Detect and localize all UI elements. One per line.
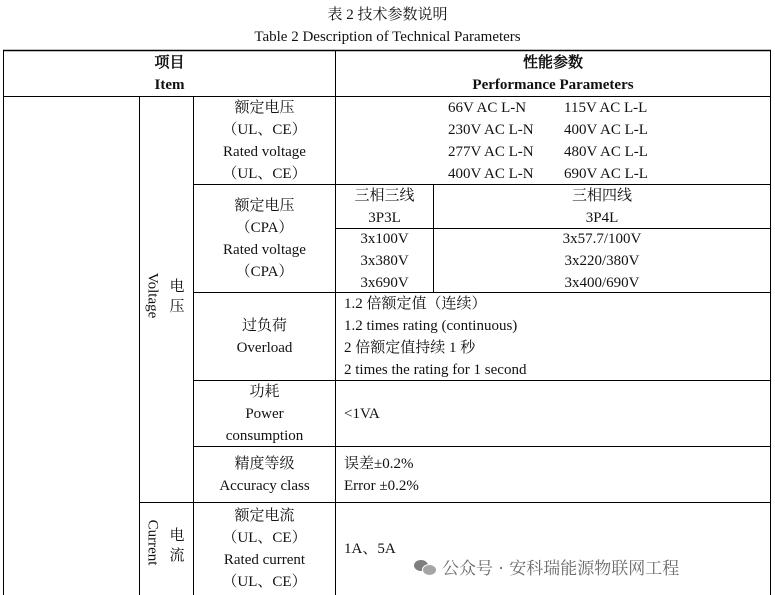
header-perf-en: Performance Parameters — [472, 76, 634, 93]
rated-voltage-ul-values-ln — [440, 97, 565, 184]
header-perf-cn: 性能参数 — [522, 54, 583, 71]
label-line: （UL、CE） — [222, 121, 307, 138]
head-line: 3P3L — [368, 209, 401, 226]
caption-cn: 表 2 技术参数说明 — [327, 7, 448, 23]
voltage-cn-1: 电 — [169, 279, 185, 295]
caption-en: Table 2 Description of Technical Parameters — [254, 29, 521, 45]
header-item-cn: 项目 — [154, 54, 185, 71]
header-item — [4, 51, 335, 96]
current-cn-1: 电 — [169, 528, 185, 544]
label-line: 额定电流 — [234, 508, 295, 524]
label-line: 过负荷 — [241, 317, 287, 334]
head-line: 三相四线 — [571, 187, 632, 204]
value-line: 1A、5A — [344, 541, 396, 557]
current-en-label: Current — [144, 519, 161, 566]
value-line: <1VA — [344, 405, 380, 422]
rated-current-value — [336, 503, 770, 595]
overload-label — [194, 293, 335, 380]
cpa-3p4l-head — [434, 185, 770, 228]
label-line: Power — [245, 405, 284, 422]
cpa-3p4l-values — [434, 229, 770, 292]
voltage-en-label: Voltage — [144, 272, 161, 319]
label-line: （CPA） — [235, 219, 294, 236]
label-line: Rated voltage — [223, 241, 306, 258]
power-label — [194, 381, 335, 446]
label-line: 额定电压 — [234, 99, 295, 116]
value-line: Error ±0.2% — [344, 477, 419, 494]
label-line: 精度等级 — [234, 455, 295, 472]
header-item-en: Item — [154, 76, 185, 93]
cpa-3p3l-head — [336, 185, 433, 228]
rated-voltage-ul-values-ll — [556, 97, 686, 184]
label-line: Overload — [236, 339, 293, 356]
accuracy-values — [336, 447, 770, 502]
wechat-icon — [414, 558, 436, 576]
label-line: 功耗 — [249, 383, 280, 400]
rated-current-label — [194, 503, 335, 595]
value-line: 1.2 times rating (continuous) — [344, 317, 518, 334]
watermark — [414, 554, 679, 579]
label-line: Rated voltage — [223, 143, 306, 160]
value-line: 3x690V — [360, 274, 409, 291]
head-line: 三相三线 — [354, 187, 415, 204]
label-line: Accuracy class — [219, 477, 310, 494]
value-line: 400V AC L-L — [564, 121, 648, 138]
watermark-text: 公众号 · 安科瑞能源物联网工程 — [442, 559, 680, 579]
value-line: 2 times the rating for 1 second — [344, 361, 527, 378]
value-line: 230V AC L-N — [448, 121, 534, 138]
label-line: （UL、CE） — [222, 574, 307, 590]
rated-voltage-ul-label — [194, 97, 335, 184]
value-line: 66V AC L-N — [448, 99, 527, 116]
cpa-3p3l-values — [336, 229, 433, 292]
value-line: 3x57.7/100V — [562, 230, 642, 247]
value-line: 3x380V — [360, 252, 409, 269]
value-line: 1.2 倍额定值（连续） — [344, 295, 487, 312]
value-line: 277V AC L-N — [448, 143, 534, 160]
value-line: 3x400/690V — [564, 274, 640, 291]
label-line: （CPA） — [235, 263, 294, 280]
voltage-cn-2: 压 — [169, 299, 185, 315]
value-line: 2 倍额定值持续 1 秒 — [344, 339, 476, 356]
rated-voltage-cpa-label — [194, 185, 335, 292]
label-line: Rated current — [223, 552, 306, 568]
label-line: 额定电压 — [234, 197, 295, 214]
value-line: 3x220/380V — [564, 252, 640, 269]
overload-values — [336, 293, 770, 380]
value-line: 690V AC L-L — [564, 165, 648, 182]
value-line: 480V AC L-L — [564, 143, 648, 160]
label-line: （UL、CE） — [222, 530, 307, 546]
header-performance — [336, 51, 770, 96]
value-line: 115V AC L-L — [564, 99, 648, 116]
power-value — [336, 381, 770, 446]
head-line: 3P4L — [585, 209, 619, 226]
value-line: 3x100V — [360, 230, 409, 247]
label-line: （UL、CE） — [222, 165, 307, 182]
accuracy-label — [194, 447, 335, 502]
value-line: 误差±0.2% — [344, 455, 414, 472]
value-line: 400V AC L-N — [448, 165, 534, 182]
label-line: consumption — [225, 427, 304, 444]
current-cn-2: 流 — [169, 548, 185, 564]
